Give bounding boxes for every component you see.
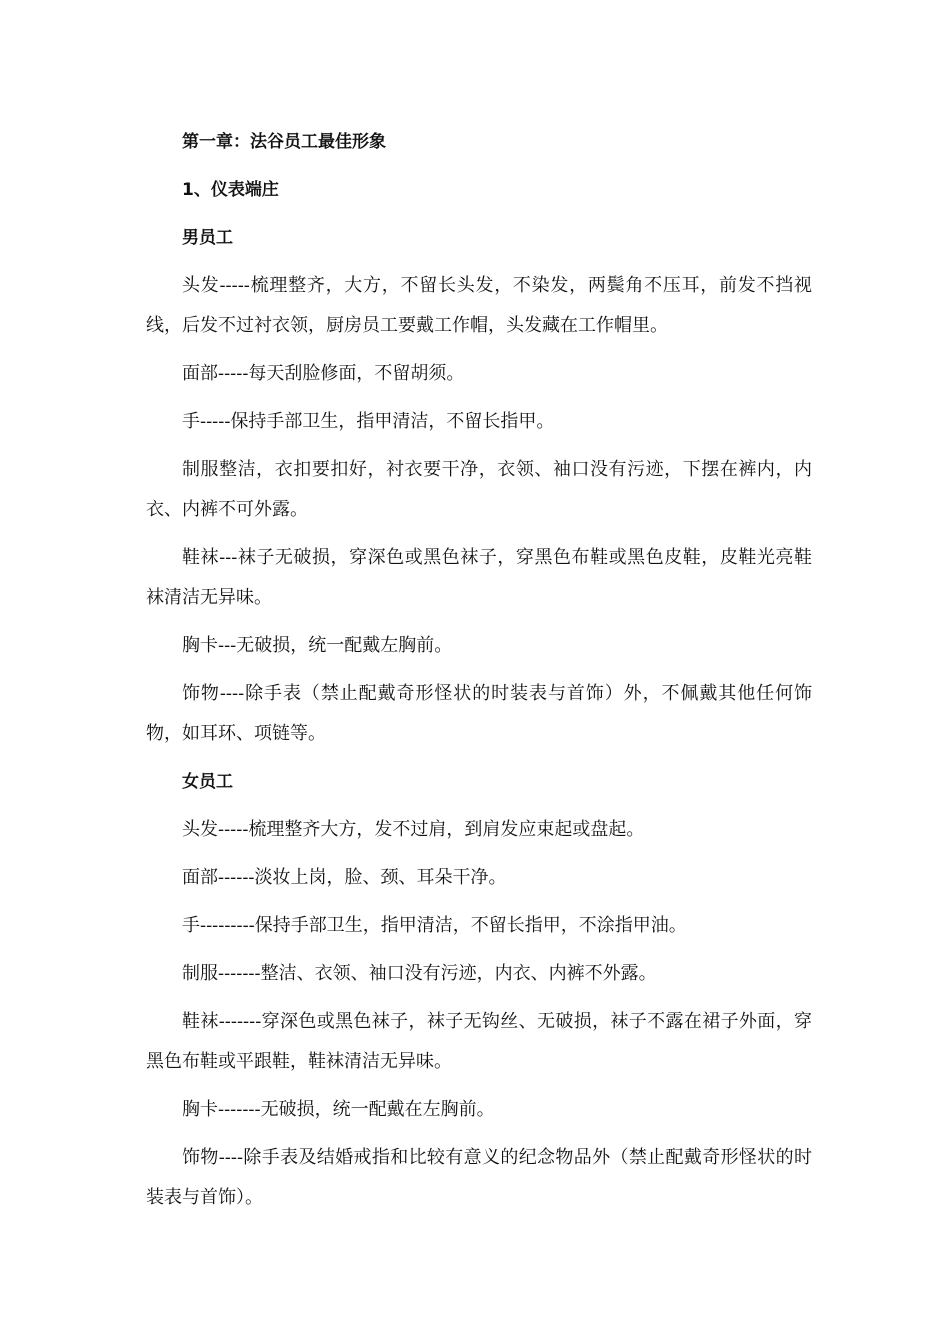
- male-staff-heading: 男员工: [182, 228, 233, 248]
- female-face-rule: 面部------淡妆上岗，脸、颈、耳朵干净。: [182, 867, 507, 888]
- female-accessories-rule: 饰物----除手表及结婚戒指和比较有意义的纪念物品外（禁止配戴奇形怪状的时装表与首饰）。: [146, 1147, 812, 1208]
- male-badge-rule: 胸卡---无破损，统一配戴左胸前。: [182, 635, 453, 656]
- male-hand-rule: 手-----保持手部卫生，指甲清洁，不留长指甲。: [182, 411, 555, 432]
- section-title: 1、仪表端庄: [182, 180, 279, 200]
- document-body: [146, 122, 812, 1226]
- chapter-title: 第一章：法谷员工最佳形象: [182, 132, 386, 152]
- female-badge-rule: 胸卡-------无破损，统一配戴在左胸前。: [182, 1099, 495, 1120]
- male-shoes-socks-rule: 鞋袜---袜子无破损，穿深色或黑色袜子，穿黑色布鞋或黑色皮鞋，皮鞋光亮鞋袜清洁无异味。: [146, 547, 812, 608]
- female-shoes-socks-rule: 鞋袜-------穿深色或黑色袜子，袜子无钩丝、无破损，袜子不露在裙子外面，穿黑色布鞋或平跟鞋，鞋袜清洁无异味。: [146, 1011, 812, 1072]
- male-uniform-rule: 制服整洁，衣扣要扣好，衬衣要干净，衣领、袖口没有污迹，下摆在裤内，内衣、内裤不可外露。: [146, 459, 812, 520]
- female-hair-rule: 头发-----梳理整齐大方，发不过肩，到肩发应束起或盘起。: [182, 819, 645, 840]
- male-accessories-rule: 饰物----除手表（禁止配戴奇形怪状的时装表与首饰）外，不佩戴其他任何饰物，如耳环、项链等。: [146, 683, 812, 744]
- male-hair-rule: 头发-----梳理整齐，大方，不留长头发，不染发，两鬓角不压耳，前发不挡视线，后发不过衬衣领，厨房员工要戴工作帽，头发藏在工作帽里。: [146, 275, 812, 336]
- female-staff-heading: 女员工: [182, 772, 233, 792]
- male-face-rule: 面部-----每天刮脸修面，不留胡须。: [182, 363, 465, 384]
- female-hand-rule: 手---------保持手部卫生，指甲清洁，不留长指甲，不涂指甲油。: [182, 915, 687, 936]
- female-uniform-rule: 制服-------整洁、衣领、袖口没有污迹，内衣、内裤不外露。: [182, 963, 657, 984]
